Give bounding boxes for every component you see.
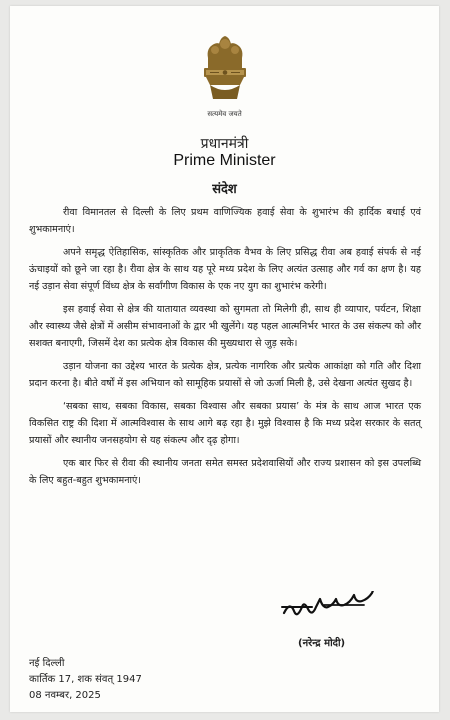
office-title-hindi: प्रधानमंत्री	[200, 136, 249, 152]
motto-text: सत्यमेव जयते	[207, 110, 242, 118]
signer-name: (नरेन्द्र मोदी)	[298, 638, 346, 649]
saka-date-text: कार्तिक 17, शक संवत् 1947	[29, 674, 142, 685]
message-heading: संदेश	[212, 182, 237, 197]
letter-page	[10, 6, 439, 712]
paragraph: ‘सबका साथ, सबका विकास, सबका विश्वास और सबका प्रयास’ के मंत्र के साथ आज भारत एक विकसित राष्ट्र की दिशा में आत्मविश्वास के साथ आगे बढ़ रहा है। मुझे विश्वास है कि मध्य प्रदेश सरकार के सतत् प्रयासों और स्थानीय जनसहयोग से यह संकल्प और दृढ़ होगा।	[29, 401, 421, 446]
paragraph: इस हवाई सेवा से क्षेत्र की यातायात व्यवस्था को सुगमता तो मिलेगी ही, साथ ही व्यापार, पर्यटन, शिक्षा और स्वास्थ्य जैसे क्षेत्रों में असीम संभावनाओं के द्वार भी खुलेंगे। यह पहल आत्मनिर्भर भारत के उस संकल्प को और सशक्त बनाएगी, जिसमें देश का प्रत्येक क्षेत्र विकास की मुख्यधारा से जुड़ सके।	[29, 304, 421, 349]
paragraph: उड़ान योजना का उद्देश्य भारत के प्रत्येक क्षेत्र, प्रत्येक नागरिक और प्रत्येक आकांक्षा को गति और दिशा प्रदान करना है। बीते वर्षों में इस अभियान को सामूहिक प्रयासों से जो ऊर्जा मिली है, उसे देखना अत्यंत सुखद है।	[29, 361, 421, 389]
national-emblem-icon	[200, 28, 250, 108]
message-body	[29, 204, 421, 495]
paragraph: अपने समृद्ध ऐतिहासिक, सांस्कृतिक और प्राकृतिक वैभव के लिए प्रसिद्ध रीवा अब हवाई संपर्क से नई ऊंचाइयों को छूने जा रहा है। रीवा क्षेत्र के साथ यह पूरे मध्य प्रदेश के लिए अत्यंत उत्साह और गर्व का क्षण है। यह नई उड़ान सेवा संपूर्ण विंध्य क्षेत्र के सर्वांगीण विकास के एक नए युग का शुभारंभ करेगी।	[29, 247, 421, 292]
office-title-english: Prime Minister	[173, 152, 276, 169]
handwritten-signature	[280, 591, 390, 627]
place-text: नई दिल्ली	[29, 658, 65, 669]
paragraph: रीवा विमानतल से दिल्ली के लिए प्रथम वाणिज्यिक हवाई सेवा के शुभारंभ की हार्दिक बधाई एवं शुभकामनाएं।	[29, 207, 421, 235]
paragraph: एक बार फिर से रीवा की स्थानीय जनता समेत समस्त प्रदेशवासियों और राज्य प्रशासन को इस उपलब्धि के लिए बहुत-बहुत शुभकामनाएं।	[29, 458, 421, 486]
date-text: 08 नवम्बर, 2025	[29, 690, 101, 701]
letter-footer	[29, 656, 142, 704]
